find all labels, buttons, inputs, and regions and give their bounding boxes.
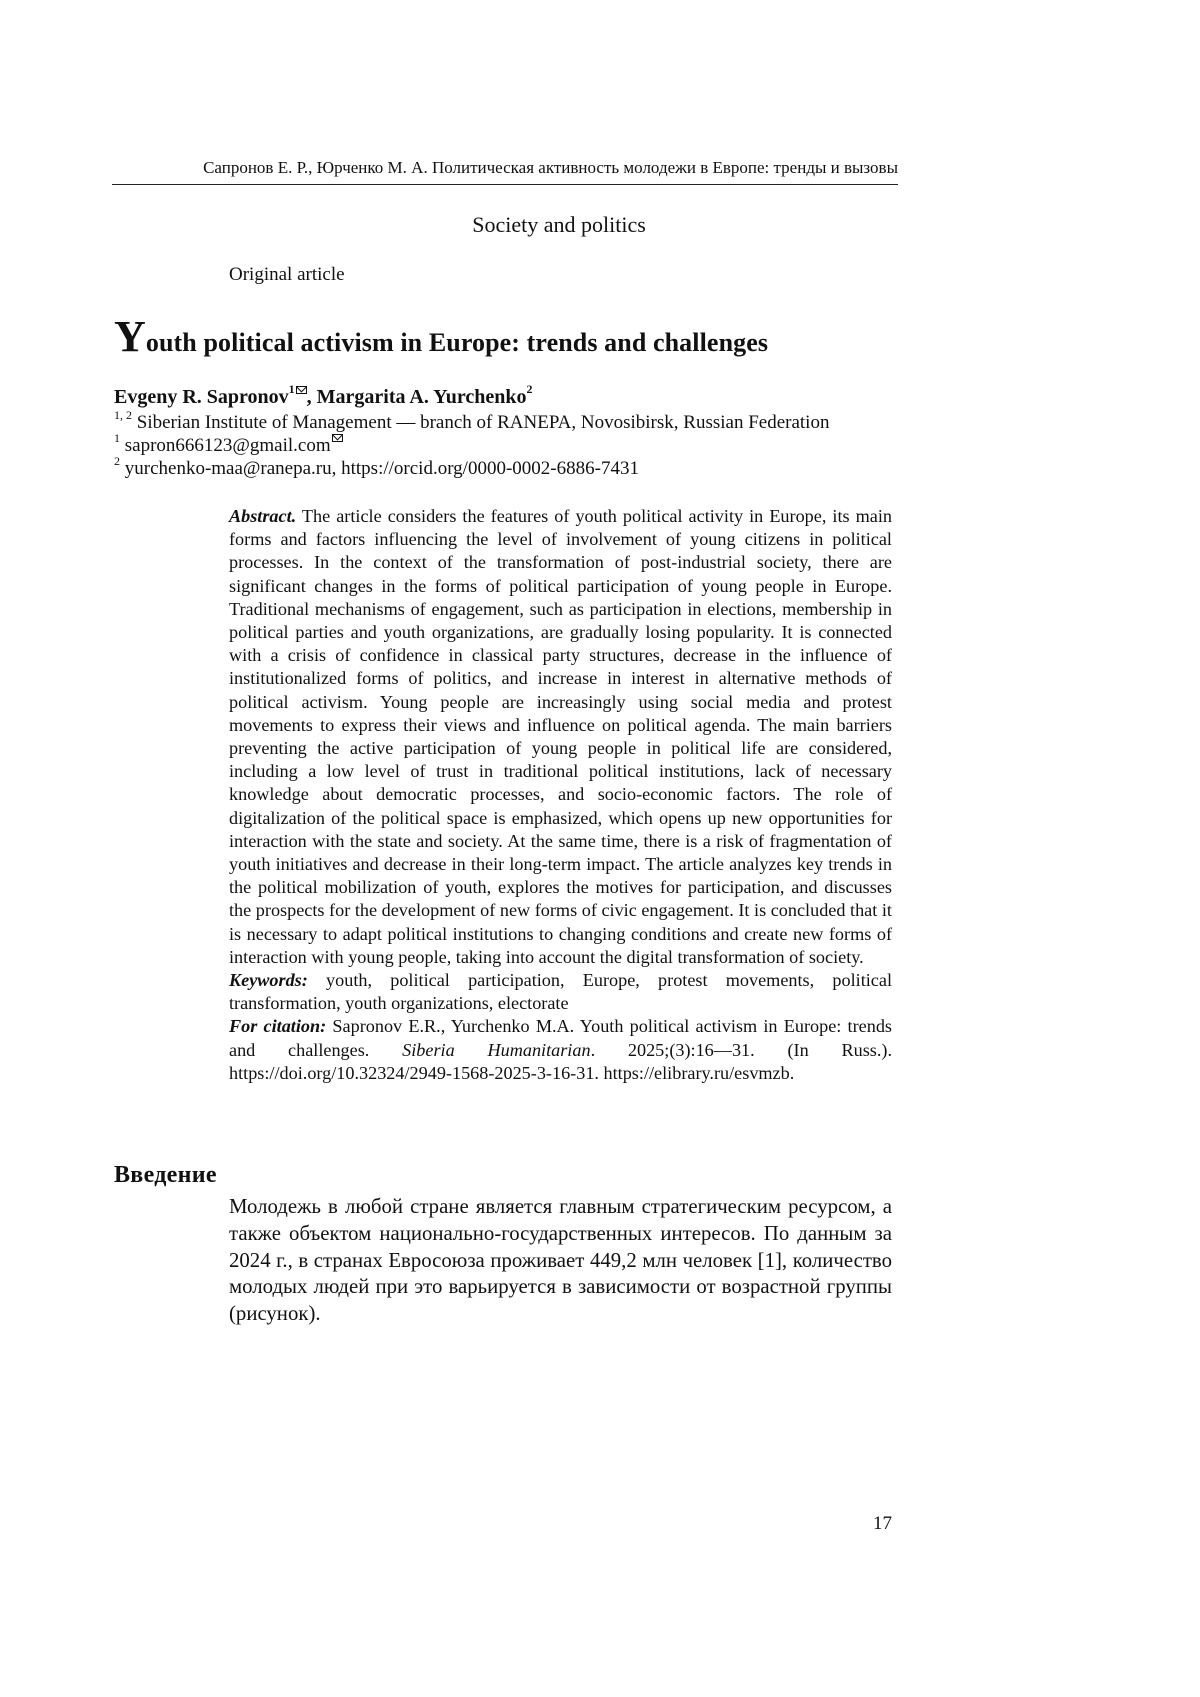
author-1-sup: 1: [288, 382, 295, 397]
keywords: [229, 969, 892, 1015]
citation-text: Sapronov E.R., Yurchenko M.A. Youth political activism in Europe: trends and challenges.: [229, 1016, 892, 1060]
intro-heading: Введение: [114, 1162, 217, 1188]
title-text: outh political activism in Europe: trends and challenges: [145, 328, 769, 357]
envelope-icon: [296, 386, 307, 394]
affiliation-sup: 1, 2: [114, 407, 132, 422]
envelope-icon: [332, 434, 343, 442]
page-number: 17: [873, 1513, 892, 1534]
abstract-label: Abstract.: [229, 506, 297, 526]
citation-journal: Siberia Humanitarian: [402, 1039, 591, 1060]
keywords-text: youth, political participation, Europe, protest movements, political transformation, youth organizations, electorate: [229, 970, 892, 1014]
author-2-sup: 2: [526, 382, 533, 397]
intro-paragraph: Молодежь в любой стране является главным стратегическим ресурсом, а также объектом национально-государственных интересов. По данным за 2024 г., в странах Евросоюза проживает 449,2 млн человек [1], количество молодых людей при это варьируется в зависимости от возрастной группы (рисунок).: [229, 1195, 892, 1326]
citation-details[interactable]: . 2025;(3):16—31. (In Russ.). https://doi.org/10.32324/2949-1568-2025-3-16-31. https://elibrary.ru/esvmzb.: [229, 1039, 893, 1083]
email-line-1: [114, 430, 343, 457]
article-type: Original article: [229, 264, 345, 285]
abstract-text: The article considers the features of youth political activity in Europe, its main forms and factors influencing the level of involvement of young citizens in political processes. In the context of the transformation of post-industrial society, there are significant changes in the forms of political participation of young people in Europe. Traditional mechanisms of engagement, such as participation in elections, membership in political parties and youth organizations, are gradually losing popularity. It is connected with a crisis of confidence in classical party structures, decrease in the influence of institutionalized forms of politics, and increase in interest in alternative methods of political activism. Young people are increasingly using social media and protest movements to express their views and influence on political agenda. The main barriers preventing the active participation of young people in political life are considered, including a low level of trust in traditional political institutions, lack of necessary knowledge about democratic processes, and socio-economic factors. The role of digitalization of the political space is emphasized, which opens up new opportunities for interaction with the state and society. At the same time, there is a risk of fragmentation of youth initiatives and decrease in their long-term impact. The article analyzes key trends in the political mobilization of youth, explores the motives for participation, and discusses the prospects for the development of new forms of civic engagement. It is concluded that it is necessary to adapt political institutions to changing conditions and create new forms of interaction with young people, taking into account the digital transformation of society.: [229, 506, 893, 967]
email-2-sup: 2: [114, 453, 120, 468]
author-1: Evgeny R. Sapronov: [114, 386, 289, 408]
citation-label: For citation:: [229, 1016, 327, 1037]
section-title: Society and politics: [472, 212, 646, 237]
email-1-link[interactable]: sapron666123@gmail.com: [124, 435, 331, 456]
author-separator: ,: [306, 386, 317, 408]
running-header: Сапронов Е. Р., Юрченко М. А. Политическая активность молодежи в Европе: тренды и вызовы: [112, 158, 898, 185]
affiliation: [114, 407, 830, 434]
email-line-2: [114, 453, 639, 480]
intro-body: [229, 1194, 892, 1328]
title-initial: Y: [114, 312, 146, 361]
affiliation-text: Siberian Institute of Management — branch of RANEPA, Novosibirsk, Russian Federation: [136, 412, 830, 433]
keywords-label: Keywords:: [229, 970, 308, 991]
article-title: [114, 312, 1014, 361]
authors: [114, 382, 533, 409]
author-2: Margarita A. Yurchenko: [316, 386, 527, 408]
email-1-sup: 1: [114, 430, 120, 445]
citation: [229, 1015, 892, 1085]
email-2-link[interactable]: yurchenko-maa@ranepa.ru, https://orcid.org/0000-0002-6886-7431: [124, 458, 639, 479]
abstract: [229, 505, 892, 969]
abstract-block: [229, 505, 892, 1085]
